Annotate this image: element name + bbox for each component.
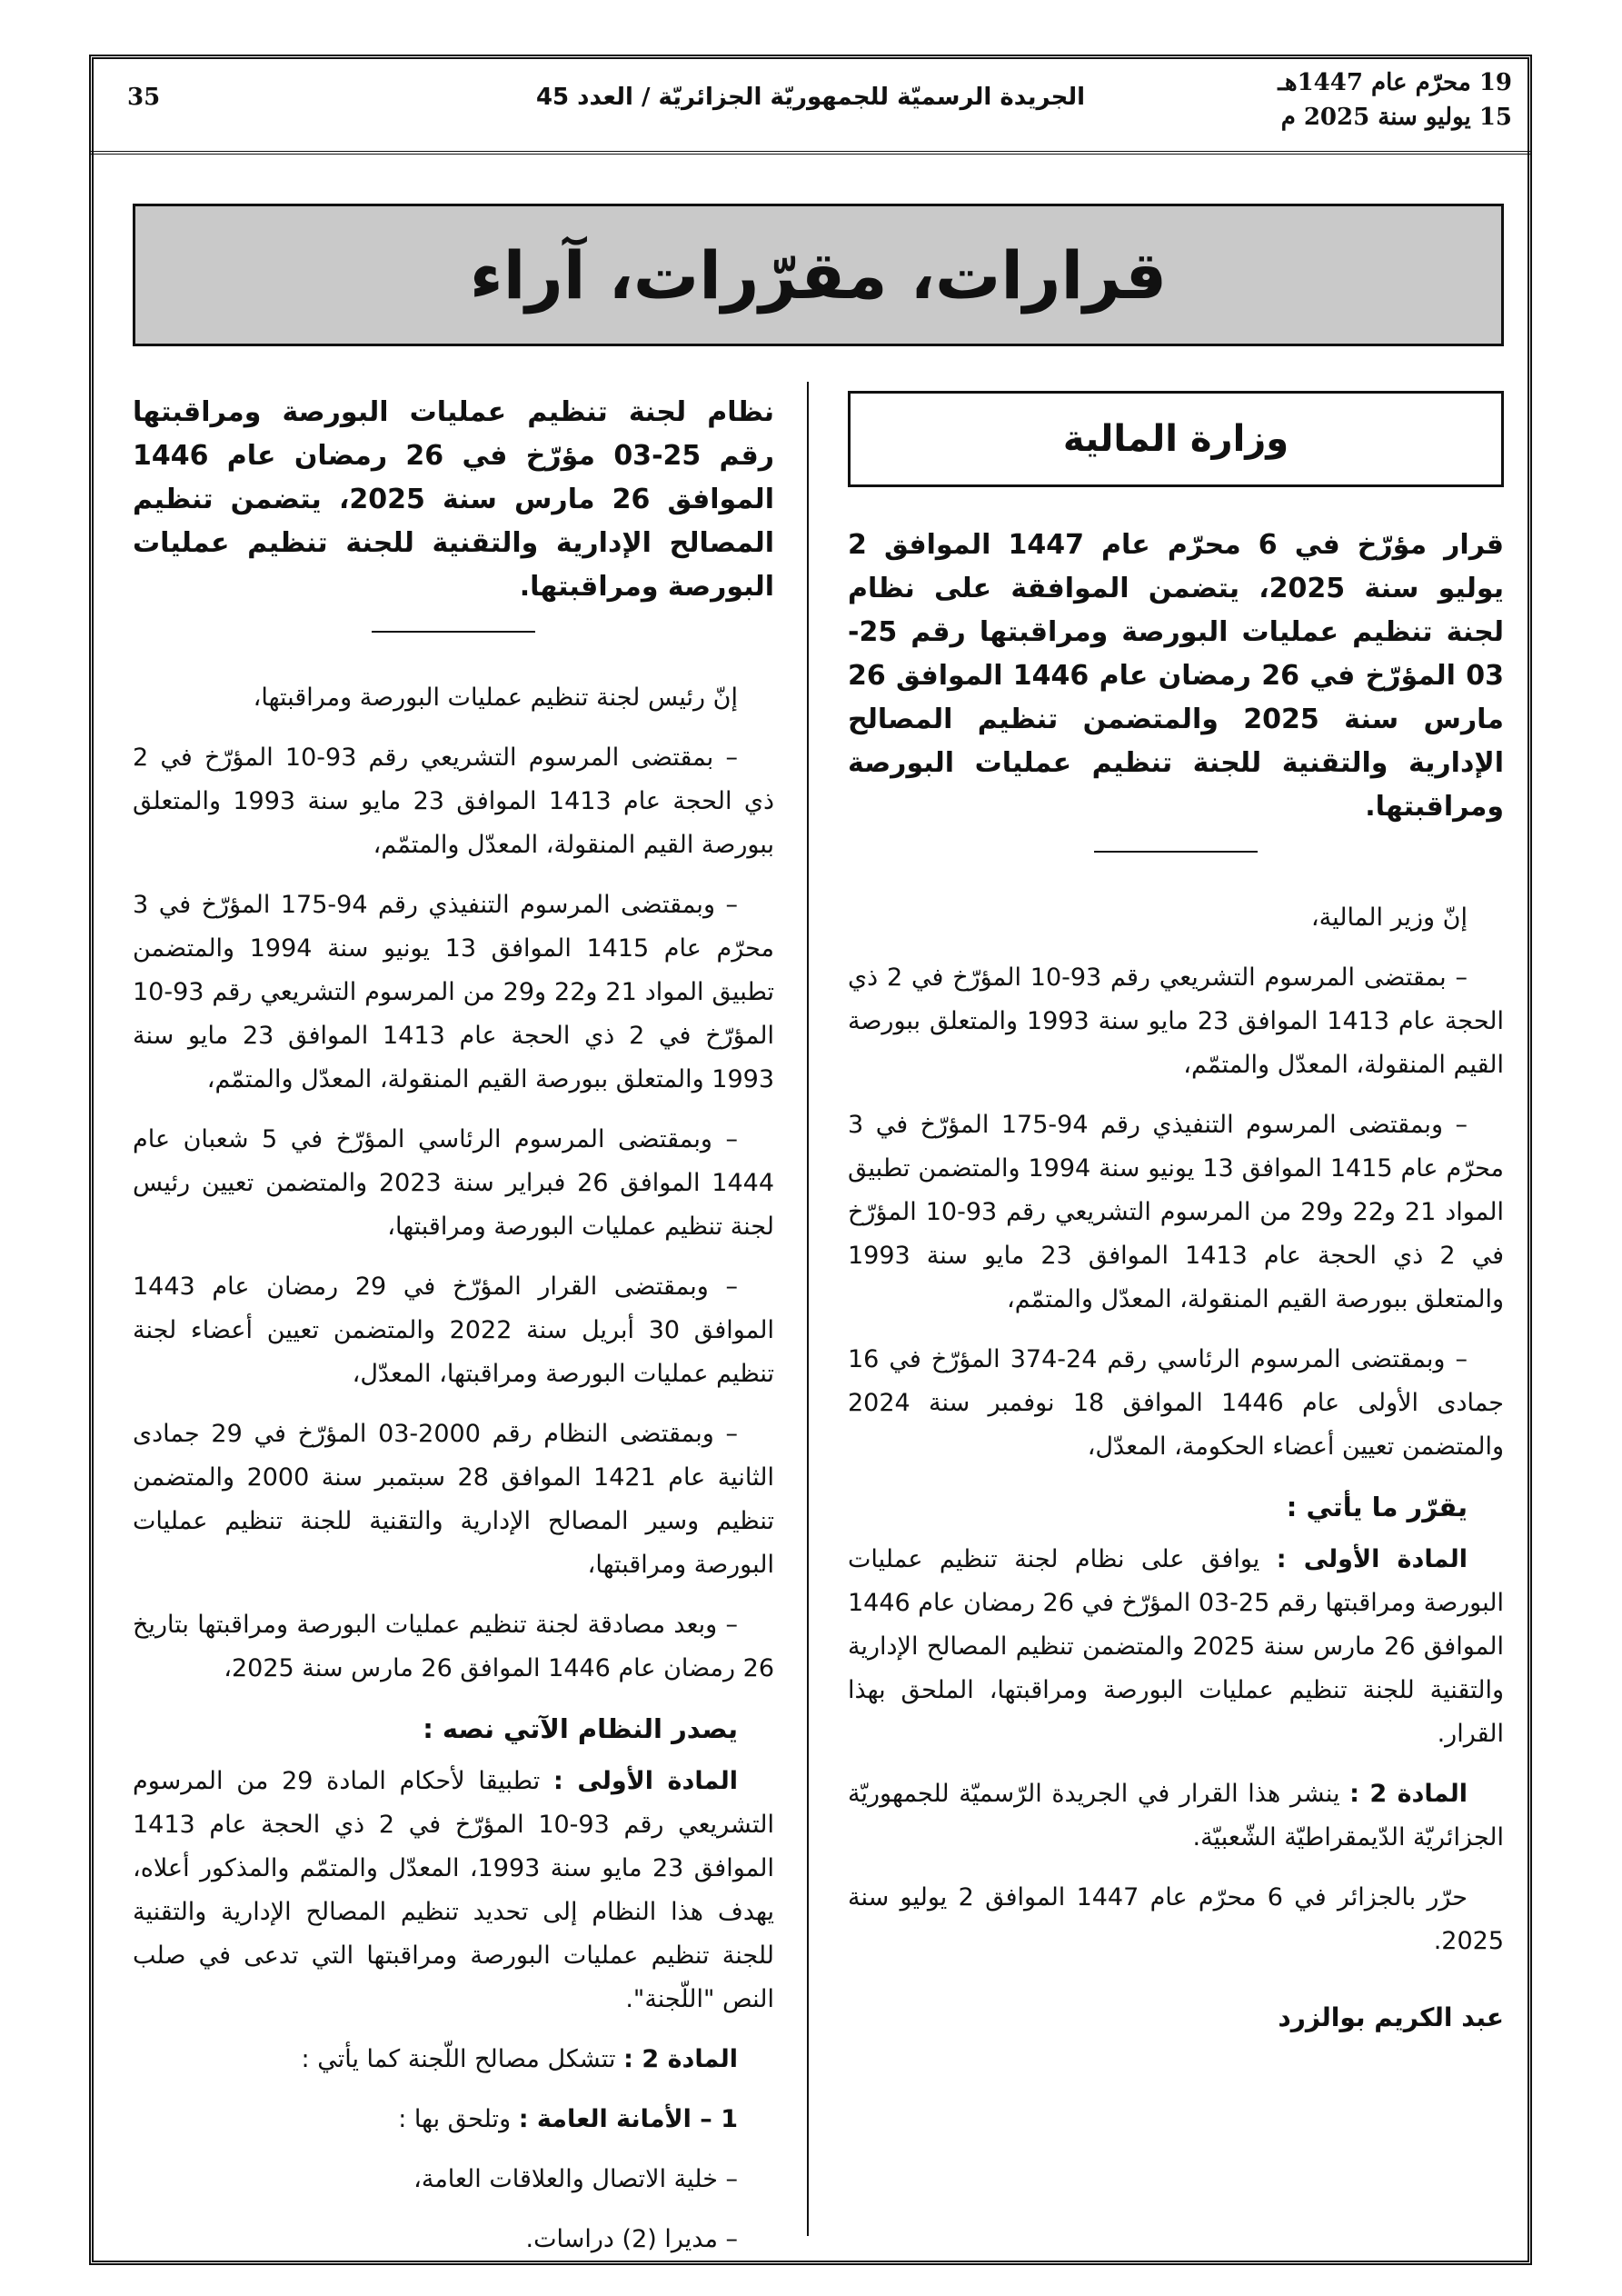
visa-paragraph: – وبمقتضى المرسوم الرئاسي رقم 24-374 المؤرّخ في 16 جمادى الأولى عام 1446 الموافق 18 نوفمبر سنة 2024 والمتضمن تعيين أعضاء الحكومة، المعدّل، xyxy=(848,1345,1504,1461)
list-item: – مديرا (2) دراسات. xyxy=(525,2225,738,2253)
issues-heading: يصدر النظام الآتي نصه : xyxy=(423,1713,738,1744)
visa-paragraph: – وبمقتضى القرار المؤرّخ في 29 رمضان عام 1443 الموافق 30 أبريل سنة 2022 والمتضمن تعيين أعضاء لجنة تنظيم عمليات البورصة ومراقبتها، المعدّل، xyxy=(133,1273,775,1388)
article-label: المادة الأولى : xyxy=(1276,1545,1468,1573)
article-2 xyxy=(848,1772,1504,1860)
right-column xyxy=(848,391,1504,2056)
regulation-title: نظام لجنة تنظيم عمليات البورصة ومراقبتها رقم 25-03 مؤرّخ في 26 رمضان عام 1446 الموافق 26 مارس سنة 2025، يتضمن تنظيم المصالح الإدارية والتقنية للجنة تنظيم عمليات البورصة ومراقبتها. xyxy=(133,396,774,603)
left-column xyxy=(133,391,774,2278)
journal-title: الجريدة الرسميّة للجمهوريّة الجزائريّة / العدد 45 xyxy=(535,84,1086,111)
article-2 xyxy=(133,2038,774,2081)
visa-paragraph: – وبعد مصادقة لجنة تنظيم عمليات البورصة ومراقبتها بتاريخ 26 رمضان عام 1446 الموافق 26 مارس سنة 2025، xyxy=(133,1611,774,1682)
visa-paragraph: – وبمقتضى المرسوم التنفيذي رقم 94-175 المؤرّخ في 3 محرّم عام 1415 الموافق 13 يونيو سنة 1994 والمتضمن تطبيق المواد 21 و22 و29 من المرسوم التشريعي رقم 93-10 المؤرّخ في 2 ذي الحجة عام 1413 الموافق 23 مايو سنة 1993 والمتعلق ببورصة القيم المنقولة، المعدّل والمتمّم، xyxy=(848,1111,1505,1313)
visa-paragraph: – بمقتضى المرسوم التشريعي رقم 93-10 المؤرّخ في 2 ذي الحجة عام 1413 الموافق 23 مايو سنة 1993 والمتعلق ببورصة القيم المنقولة، المعدّل والمتمّم، xyxy=(848,963,1504,1079)
visa-paragraph: – وبمقتضى المرسوم التنفيذي رقم 94-175 المؤرّخ في 3 محرّم عام 1415 الموافق 13 يونيو سنة 1994 والمتضمن تطبيق المواد 21 و22 و29 من المرسوم التشريعي رقم 93-10 المؤرّخ في 2 ذي الحجة عام 1413 الموافق 23 مايو سنة 1993 والمتعلق ببورصة القيم المنقولة، المعدّل والمتمّم، xyxy=(133,891,775,1093)
article-text: يوافق على نظام لجنة تنظيم عمليات البورصة ومراقبتها رقم 25-03 المؤرّخ في 26 رمضان عام 1446 الموافق 26 مارس سنة 2025 والمتضمن تنظيم المصالح الإدارية والتقنية للجنة تنظيم عمليات البورصة ومراقبتها، الملحق بهذا القرار. xyxy=(848,1545,1504,1748)
article-label: المادة 2 : xyxy=(1349,1780,1468,1808)
ministry-name: وزارة المالية xyxy=(1062,418,1289,460)
article-text: ينشر هذا القرار في الجريدة الرّسميّة للجمهوريّة الجزائريّة الدّيمقراطيّة الشّعبيّة. xyxy=(848,1780,1504,1852)
visa-paragraph: – وبمقتضى النظام رقم 2000-03 المؤرّخ في 29 جمادى الثانية عام 1421 الموافق 28 سبتمبر سنة 2000 والمتضمن تنظيم وسير المصالح الإدارية والتقنية للجنة تنظيم عمليات البورصة ومراقبتها، xyxy=(133,1420,774,1579)
article-1 xyxy=(848,1538,1504,1756)
date-gregorian: 15 يوليو سنة 2025 م xyxy=(1280,104,1512,131)
visa-paragraph: – بمقتضى المرسوم التشريعي رقم 93-10 المؤرّخ في 2 ذي الحجة عام 1413 الموافق 23 مايو سنة 1993 والمتعلق ببورصة القيم المنقولة، المعدّل والمتمّم، xyxy=(133,744,774,859)
article-label: المادة الأولى : xyxy=(553,1767,738,1795)
separator-rule xyxy=(372,631,535,633)
list-item: – خلية الاتصال والعلاقات العامة، xyxy=(413,2165,738,2193)
intro-text: إنّ وزير المالية، xyxy=(1310,903,1468,932)
intro-text: إنّ رئيس لجنة تنظيم عمليات البورصة ومراقبتها، xyxy=(253,684,738,712)
done-at: حرّر بالجزائر في 6 محرّم عام 1447 الموافق 2 يوليو سنة 2025. xyxy=(848,1883,1504,1955)
section-label: 1 – الأمانة العامة : xyxy=(518,2105,738,2133)
decision-title: قرار مؤرّخ في 6 محرّم عام 1447 الموافق 2 يوليو سنة 2025، يتضمن الموافقة على نظام لجنة تنظيم عمليات البورصة ومراقبتها رقم 25-03 المؤرّخ في 26 رمضان عام 1446 الموافق 26 مارس سنة 2025 والمتضمن تنظيم المصالح الإدارية والتقنية للجنة تنظيم عمليات البورصة ومراقبتها. xyxy=(848,529,1504,823)
article-text: تتشكل مصالح اللّجنة كما يأتي : xyxy=(301,2045,616,2073)
decides-heading: يقرّر ما يأتي : xyxy=(1286,1492,1468,1522)
article-1 xyxy=(133,1760,774,2021)
column-divider xyxy=(807,382,809,2236)
article-label: المادة 2 : xyxy=(623,2045,738,2073)
section-1 xyxy=(133,2098,774,2141)
separator-rule xyxy=(1094,851,1258,853)
signature: عبد الكريم بوالزرد xyxy=(1278,2002,1504,2032)
ministry-box xyxy=(848,391,1504,487)
article-text: تطبيقا لأحكام المادة 29 من المرسوم التشريعي رقم 93-10 المؤرّخ في 2 ذي الحجة عام 1413 الموافق 23 مايو سنة 1993، المعدّل والمتمّم والمذكور أعلاه، يهدف هذا النظام إلى تحديد تنظيم المصالح الإدارية والتقنية للجنة تنظيم عمليات البورصة ومراقبتها التي تدعى في صلب النص "اللّجنة". xyxy=(133,1767,775,2013)
page-header xyxy=(91,56,1530,155)
section-text: وتلحق بها : xyxy=(398,2105,512,2133)
page-number: 35 xyxy=(127,84,161,111)
visa-paragraph: – وبمقتضى المرسوم الرئاسي المؤرّخ في 5 شعبان عام 1444 الموافق 26 فبراير سنة 2023 والمتضمن تعيين رئيس لجنة تنظيم عمليات البورصة ومراقبتها، xyxy=(133,1125,775,1241)
section-banner xyxy=(133,204,1504,346)
banner-title: قرارات، مقرّرات، آراء xyxy=(469,236,1168,314)
date-hijri: 19 محرّم عام 1447هـ xyxy=(1278,69,1512,96)
